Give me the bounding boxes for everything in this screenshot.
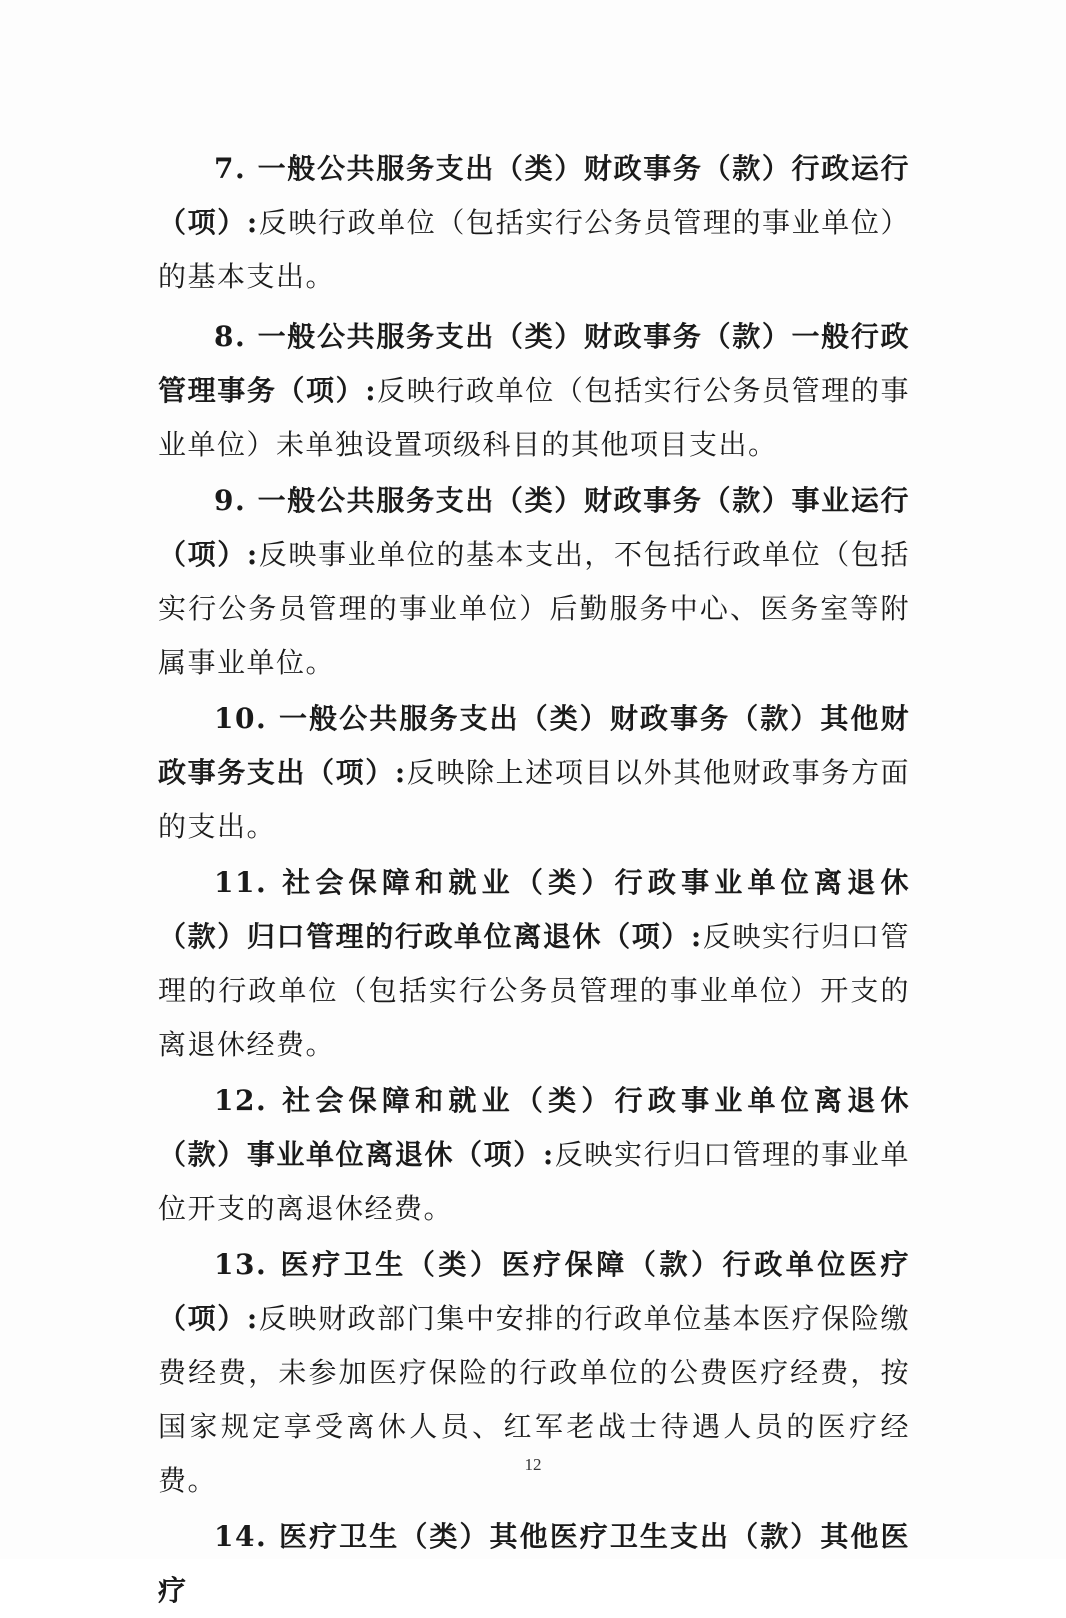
paragraph-12-text: 反映实行归口管理的事业单位开支的离退休经费。: [158, 1138, 910, 1225]
paragraph-10-text: 反映除上述项目以外其他财政事务方面的支出。: [158, 756, 910, 843]
paragraph-7-text: 反映行政单位（包括实行公务员管理的事业单位）的基本支出。: [158, 206, 910, 293]
paragraph-8-text: 反映行政单位（包括实行公务员管理的事业单位）未单独设置项级科目的其他项目支出。: [158, 374, 910, 461]
paragraph-13-text: 反映财政部门集中安排的行政单位基本医疗保险缴费经费，未参加医疗保险的行政单位的公费医疗经费，按国家规定享受离休人员、红军老战士待遇人员的医疗经费。: [158, 1302, 910, 1497]
paragraph-11: [158, 856, 910, 1072]
paragraph-10: [158, 692, 910, 854]
paragraph-10-heading: 10. 一般公共服务支出（类）财政事务（款）其他财政事务支出（项）:: [158, 702, 910, 789]
paragraph-9-text: 反映事业单位的基本支出，不包括行政单位（包括实行公务员管理的事业单位）后勤服务中心、医务室等附属事业单位。: [158, 538, 910, 679]
paragraph-11-text: 反映实行归口管理的行政单位（包括实行公务员管理的事业单位）开支的离退休经费。: [158, 920, 910, 1061]
paragraph-11-heading: 11. 社会保障和就业（类）行政事业单位离退休（款）归口管理的行政单位离退休（项）:: [158, 866, 910, 953]
document-body: [158, 142, 910, 1618]
paragraph-8-heading: 8. 一般公共服务支出（类）财政事务（款）一般行政管理事务（项）:: [158, 320, 910, 407]
paragraph-9: [158, 474, 910, 690]
paragraph-13-heading: 13. 医疗卫生（类）医疗保障（款）行政单位医疗（项）:: [158, 1248, 910, 1335]
paragraph-12-heading: 12. 社会保障和就业（类）行政事业单位离退休（款）事业单位离退休（项）:: [158, 1084, 910, 1171]
paragraph-14-heading: 14. 医疗卫生（类）其他医疗卫生支出（款）其他医疗: [158, 1520, 910, 1607]
paragraph-12: [158, 1074, 910, 1236]
paragraph-9-heading: 9. 一般公共服务支出（类）财政事务（款）事业运行（项）:: [158, 484, 910, 571]
paragraph-7-heading: 7. 一般公共服务支出（类）财政事务（款）行政运行（项）:: [158, 152, 910, 239]
paragraph-8: [158, 310, 910, 472]
paragraph-7: [158, 142, 910, 304]
page-number: 12: [524, 1455, 542, 1474]
paragraph-14: [158, 1510, 910, 1618]
